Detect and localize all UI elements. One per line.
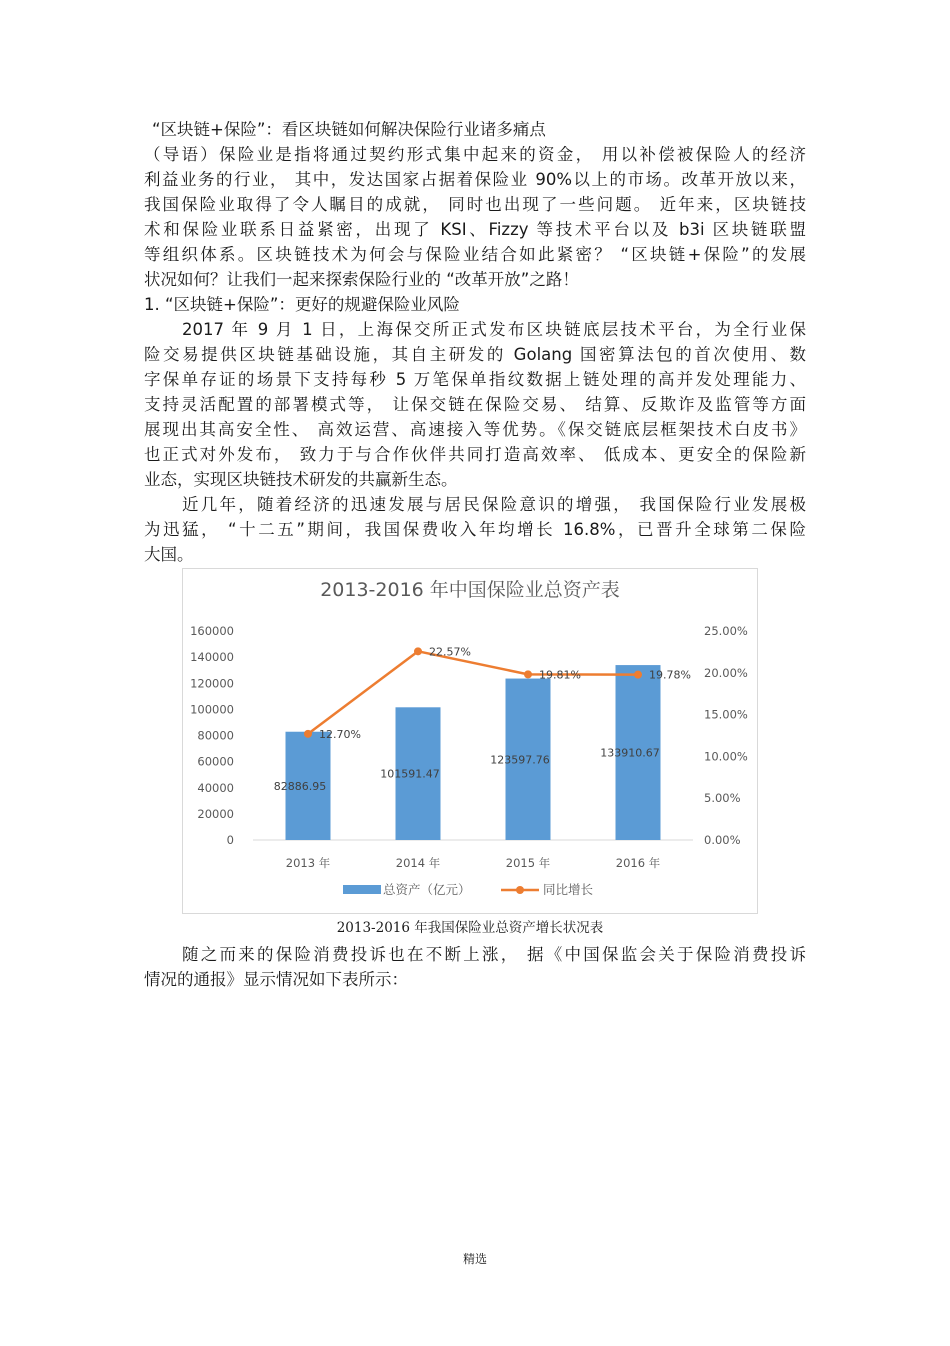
left-axis-tick: 0 xyxy=(226,833,234,847)
lead-line-3: 我国保险业取得了令人瞩目的成就， 同时也出现了一些问题。 近年来，区块链技 xyxy=(144,195,806,214)
left-axis-tick: 40000 xyxy=(197,780,234,795)
category-label: 2014 年 xyxy=(395,856,441,870)
growth-data-label: 19.78% xyxy=(649,668,691,682)
para1-line-2: 险交易提供区块链基础设施，其自主研发的 Golang 国密算法包的首次使用、数 xyxy=(144,345,806,364)
legend-label-line: 同比增长 xyxy=(543,882,594,897)
growth-point xyxy=(414,647,422,655)
growth-point xyxy=(634,671,642,679)
growth-point xyxy=(304,730,312,738)
right-axis-ticks xyxy=(704,624,748,847)
right-axis-tick: 25.00% xyxy=(704,624,748,638)
para1-line-3: 字保单存证的场景下支持每秒 5 万笔保单指纹数据上链处理的高并发处理能力、 xyxy=(144,370,806,389)
growth-data-label: 22.57% xyxy=(429,645,471,659)
page-footer: 精选 xyxy=(462,1252,487,1266)
bar-data-label: 82886.95 xyxy=(273,779,327,793)
right-axis-tick: 15.00% xyxy=(704,707,748,722)
left-axis-tick: 120000 xyxy=(190,676,234,691)
left-axis-tick: 20000 xyxy=(197,806,234,821)
right-axis-tick: 10.00% xyxy=(704,749,748,764)
lead-line-6: 状况如何？让我们一起来探索保险行业的 “改革开放”之路！ xyxy=(144,270,579,289)
legend-swatch-bar xyxy=(343,885,381,894)
chart-caption: 2013-2016 年我国保险业总资产增长状况表 xyxy=(336,920,604,936)
category-labels xyxy=(286,856,661,870)
para2-line-1: 近几年，随着经济的迅速发展与居民保险意识的增强， 我国保险行业发展极 xyxy=(182,495,806,514)
para1-line-5: 展现出其高安全性、 高效运营、高速接入等优势。《保交链底层框架技术白皮书》 xyxy=(144,420,806,439)
bar-data-label: 123597.76 xyxy=(490,753,550,767)
right-axis-tick: 5.00% xyxy=(704,791,741,806)
asset-chart xyxy=(182,568,758,914)
right-axis-tick: 20.00% xyxy=(704,665,748,680)
chart-title: 2013-2016 年中国保险业总资产表 xyxy=(320,579,620,601)
left-axis-tick: 80000 xyxy=(197,728,234,743)
asset-chart-svg xyxy=(183,569,757,913)
bar-data-labels xyxy=(274,747,660,793)
section-heading: 1. “区块链+保险”：更好的规避保险业风险 xyxy=(144,295,460,314)
para3-line-2: 情况的通报》显示情况如下表所示： xyxy=(144,970,408,989)
article-title: “区块链+保险”：看区块链如何解决保险行业诸多痛点 xyxy=(152,120,546,139)
chart-legend xyxy=(343,882,593,897)
growth-line xyxy=(308,651,638,734)
para1-line-7: 业态，实现区块链技术研发的共赢新生态。 xyxy=(144,470,458,489)
right-axis-tick: 0.00% xyxy=(704,833,741,847)
para3-line-1: 随之而来的保险消费投诉也在不断上涨， 据《中国保监会关于保险消费投诉 xyxy=(182,945,806,964)
category-label: 2013 年 xyxy=(285,856,331,870)
bar-data-label: 101591.47 xyxy=(380,767,440,781)
lead-line-4: 术和保险业联系日益紧密，出现了 KSI、Fizzy 等技术平台以及 b3i 区块链联盟 xyxy=(144,220,806,239)
category-label: 2016 年 xyxy=(615,856,661,870)
bar-data-label: 133910.67 xyxy=(600,746,660,760)
lead-line-1: （导语）保险业是指将通过契约形式集中起来的资金， 用以补偿被保险人的经济 xyxy=(144,145,806,164)
lead-line-2: 利益业务的行业， 其中，发达国家占据着保险业 90%以上的市场。改革开放以来， xyxy=(144,170,806,189)
para2-line-2: 为迅猛， “十二五”期间，我国保费收入年均增长 16.8%，已晋升全球第二保险 xyxy=(144,520,806,539)
legend-label-bar: 总资产（亿元） xyxy=(383,882,471,897)
category-label: 2015 年 xyxy=(505,856,551,870)
left-axis-tick: 160000 xyxy=(190,624,234,638)
left-axis-tick: 140000 xyxy=(190,650,234,665)
growth-data-label: 12.70% xyxy=(319,727,361,741)
growth-point xyxy=(524,670,532,678)
growth-data-label: 19.81% xyxy=(539,668,581,682)
para1-line-4: 支持灵活配置的部署模式等， 让保交链在保险交易、 结算、反欺诈及监管等方面 xyxy=(144,395,806,414)
left-axis-tick: 100000 xyxy=(190,702,234,717)
legend-swatch-marker xyxy=(516,886,524,894)
para1-line-6: 也正式对外发布， 致力于与合作伙伴共同打造高效率、 低成本、更安全的保险新 xyxy=(144,445,806,464)
line-series xyxy=(304,647,642,738)
para2-line-3: 大国。 xyxy=(144,545,194,564)
left-axis-ticks xyxy=(190,624,234,847)
left-axis-tick: 60000 xyxy=(197,754,234,769)
para1-line-1: 2017 年 9 月 1 日，上海保交所正式发布区块链底层技术平台，为全行业保 xyxy=(182,320,806,339)
lead-line-5: 等组织体系。区块链技术为何会与保险业结合如此紧密？ “区块链+保险”的发展 xyxy=(144,245,806,264)
